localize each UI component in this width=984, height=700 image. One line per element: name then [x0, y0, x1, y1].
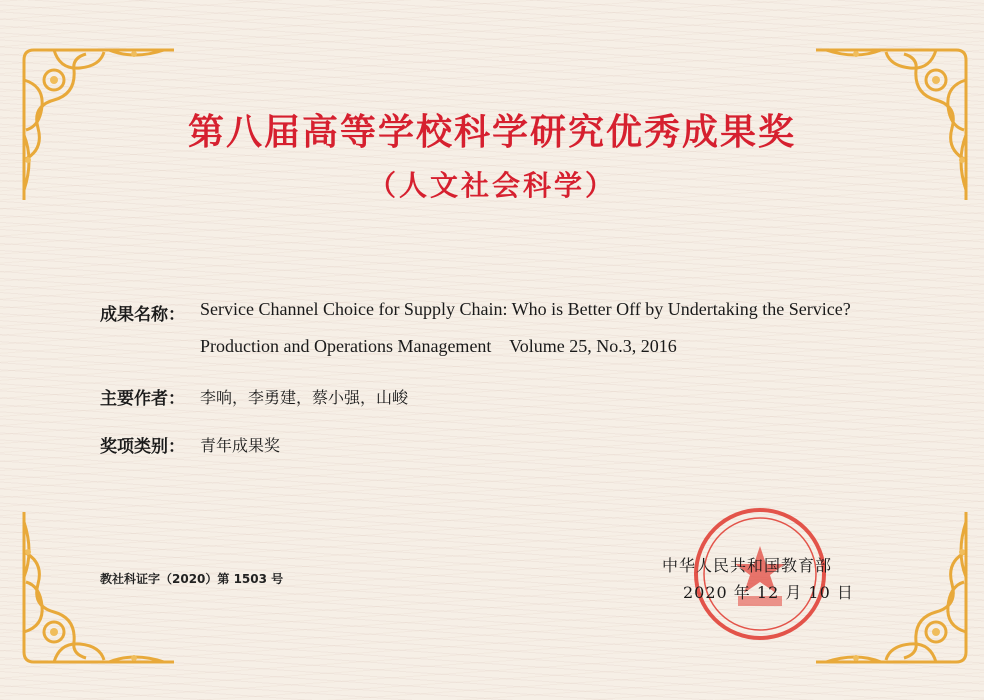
award-category-label: 奖项类别：: [100, 437, 185, 457]
achievement-title-line1: Service Channel Choice for Supply Chain: Who is Better Off by Undertaking the Service?: [200, 299, 851, 319]
certificate-subtitle: （人文社会科学）: [367, 169, 616, 202]
award-category-value: 青年成果奖: [200, 436, 281, 455]
issuer-name: 中华人民共和国教育部: [662, 556, 833, 575]
authors-label: 主要作者：: [100, 389, 185, 409]
authors-value: 李响，李勇建，蔡小强，山峻: [200, 388, 409, 407]
issue-date: 2020 年 12 月 10 日: [683, 583, 854, 602]
document-number: 教社科证字（2020）第 1503 号: [100, 572, 284, 586]
ornamental-corner-icon: [14, 502, 184, 672]
achievement-label: 成果名称：: [100, 305, 185, 325]
achievement-title-line2: Production and Operations Management Volume 25, No.3, 2016: [200, 336, 677, 356]
certificate-title: 第八届高等学校科学研究优秀成果奖: [187, 111, 796, 153]
